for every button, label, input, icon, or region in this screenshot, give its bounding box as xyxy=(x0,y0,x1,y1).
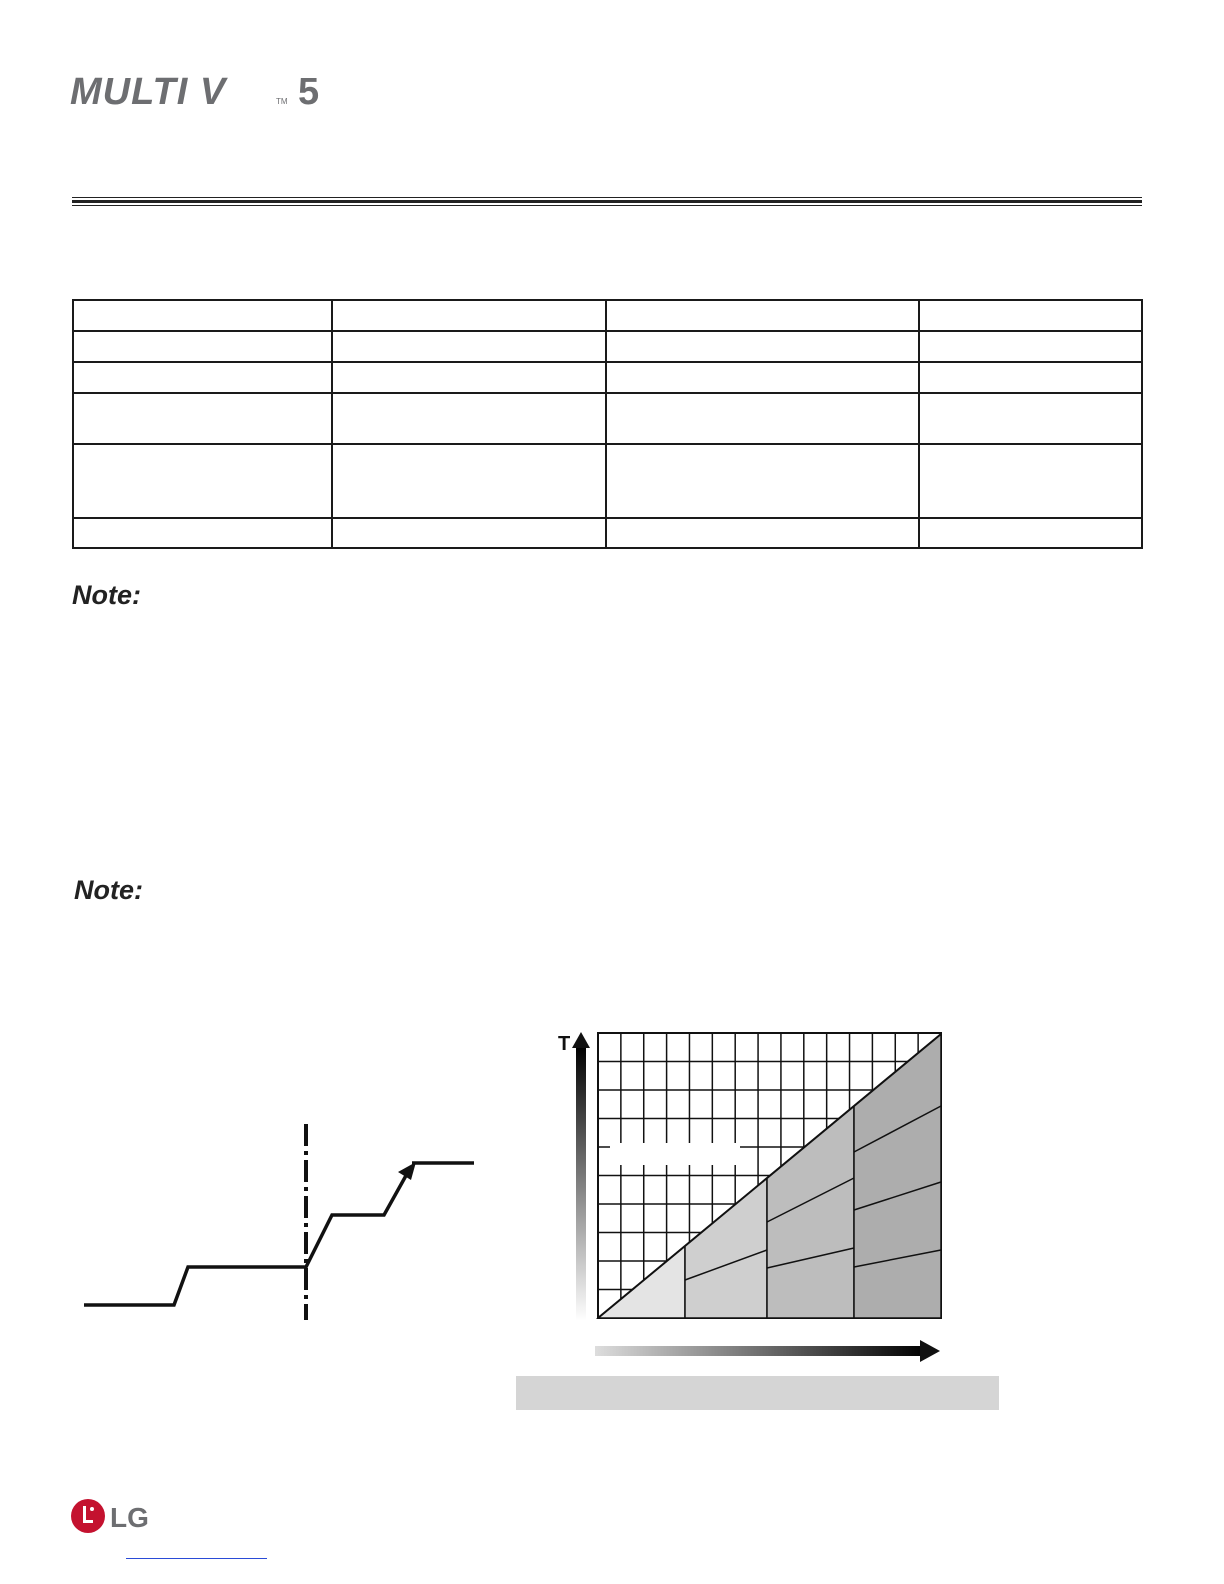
lg-logo xyxy=(70,1496,160,1536)
table-cell xyxy=(919,331,1142,362)
table-cell xyxy=(332,300,606,331)
table-cell xyxy=(332,518,606,548)
caption-bar xyxy=(516,1376,999,1410)
brand-tm: TM xyxy=(276,97,288,106)
lg-wordmark: LG xyxy=(110,1502,149,1533)
table-cell xyxy=(73,393,332,444)
band-2 xyxy=(685,1178,767,1318)
table-cell xyxy=(919,362,1142,393)
multi-v5-logo xyxy=(70,70,340,114)
table-cell xyxy=(919,300,1142,331)
lg-face-icon xyxy=(71,1499,105,1533)
table-row xyxy=(73,331,1142,362)
table-cell xyxy=(332,331,606,362)
table-cell xyxy=(606,362,919,393)
table-row xyxy=(73,300,1142,331)
table-cell xyxy=(919,444,1142,518)
spec-table xyxy=(72,299,1143,549)
horizontal-axis-arrow xyxy=(595,1346,925,1356)
step-diagram xyxy=(70,1110,490,1330)
vertical-axis-arrow xyxy=(576,1046,586,1321)
band-4 xyxy=(854,1034,941,1318)
table-row xyxy=(73,362,1142,393)
brand-number: 5 xyxy=(298,71,321,113)
vertical-arrow-head xyxy=(572,1032,590,1048)
table-cell xyxy=(332,362,606,393)
table-cell xyxy=(606,393,919,444)
table-cell xyxy=(73,362,332,393)
table-cell xyxy=(332,393,606,444)
table-row xyxy=(73,393,1142,444)
step-line xyxy=(84,1172,408,1305)
footer-link[interactable] xyxy=(126,1558,267,1559)
table-cell xyxy=(73,444,332,518)
table-cell xyxy=(73,518,332,548)
band-3 xyxy=(767,1106,854,1318)
table-cell xyxy=(606,444,919,518)
label-block xyxy=(610,1143,740,1165)
table-cell xyxy=(919,393,1142,444)
horizontal-arrow-head xyxy=(920,1340,940,1362)
table-cell xyxy=(606,331,919,362)
table-cell xyxy=(606,300,919,331)
grid-chart xyxy=(540,1020,960,1370)
table-cell xyxy=(73,300,332,331)
axis-label: T xyxy=(558,1033,571,1055)
table-row xyxy=(73,518,1142,548)
table-cell xyxy=(73,331,332,362)
header-rule xyxy=(72,197,1142,207)
note-heading: Note: xyxy=(74,875,143,905)
brand-word: MULTI V xyxy=(70,71,227,113)
table-cell xyxy=(606,518,919,548)
note-heading: Note: xyxy=(72,580,141,610)
table-row xyxy=(73,444,1142,518)
table-cell xyxy=(919,518,1142,548)
table-cell xyxy=(332,444,606,518)
